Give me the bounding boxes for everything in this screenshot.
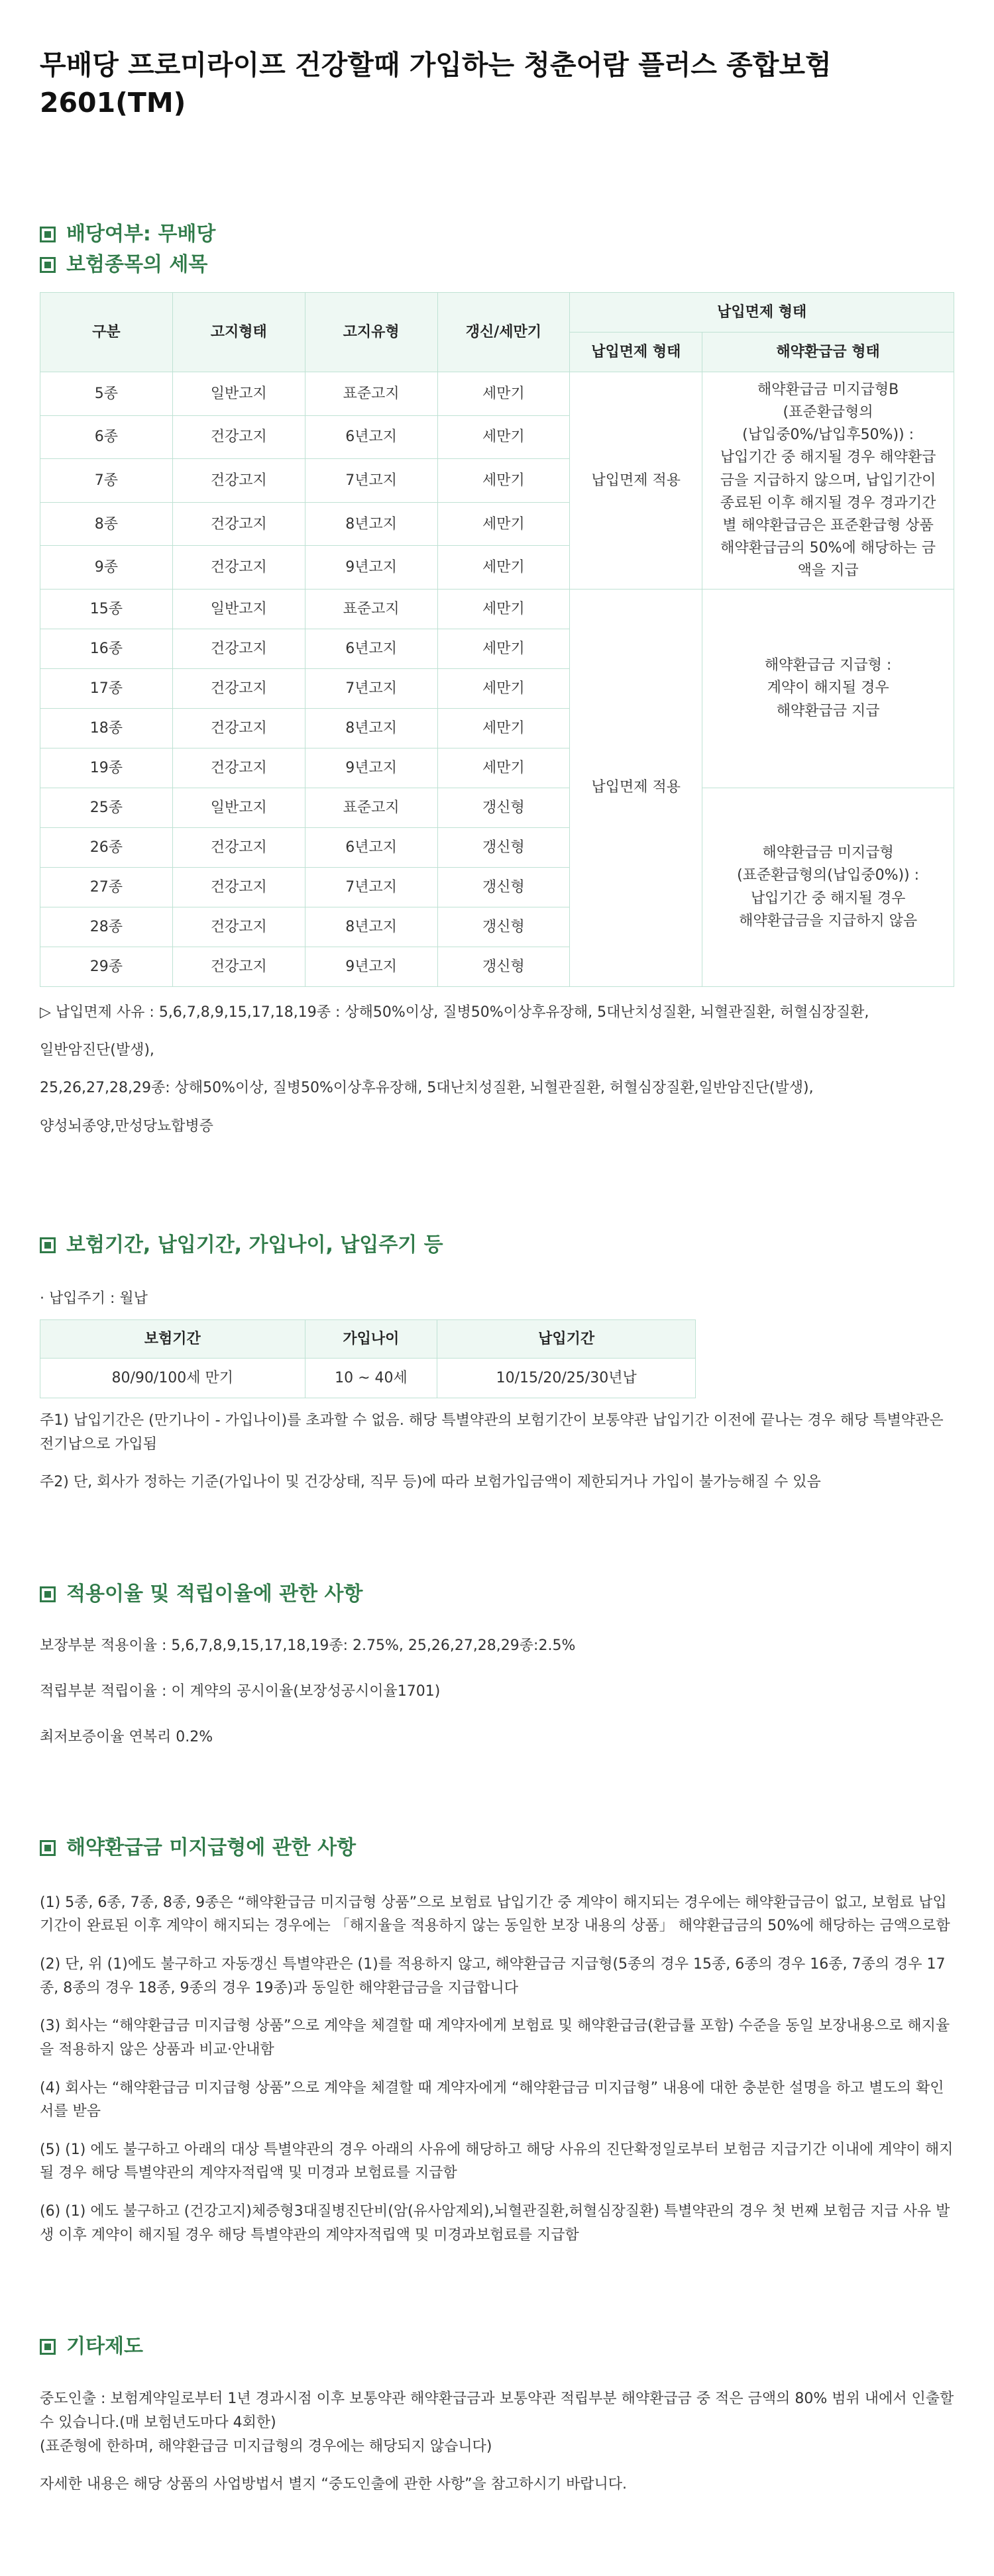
cell-group: 28종 xyxy=(40,907,173,947)
other-heading-text: 기타제도 xyxy=(66,2335,143,2359)
cell-notice-form: 건강고지 xyxy=(172,868,305,907)
cell-waiver-a: 납입면제 적용 xyxy=(570,372,702,590)
table-row xyxy=(40,1358,696,1398)
cell-notice-form: 건강고지 xyxy=(172,629,305,669)
cell-notice-type: 8년고지 xyxy=(305,502,437,546)
cell-notice-form: 건강고지 xyxy=(172,748,305,788)
list-item: (6) (1) 에도 불구하고 (건강고지)체증형3대질병진단비(암(유사암제외),뇌혈관질환,허혈심장질환) 특별약관의 경우 첫 번째 보험금 지급 사유 발생 이후 계약이 해지될 경우 해당 특별약관의 계약자적립액 및 미경과보험료를 지급함 xyxy=(40,2203,950,2243)
cell-notice-type: 9년고지 xyxy=(305,947,437,987)
cell-group: 16종 xyxy=(40,629,173,669)
cell-group: 8종 xyxy=(40,502,173,546)
cell-group: 26종 xyxy=(40,828,173,868)
header-renewal: 갱신/세만기 xyxy=(437,293,570,372)
cell-notice-type: 6년고지 xyxy=(305,629,437,669)
note-line: 양성뇌종양,만성당뇨합병증 xyxy=(40,1117,214,1135)
list-item: (3) 회사는 “해약환급금 미지급형 상품”으로 계약을 체결할 때 계약자에게 보험료 및 해약환급금(환급률 포함) 수준을 동일 보장내용으로 해지율을 적용하지 않은 상품과 비교·안내함 xyxy=(40,2018,950,2058)
pay-cycle-text: · 납입주기 : 월납 xyxy=(40,1290,148,1307)
subtypes-table xyxy=(40,292,954,987)
cell-group: 17종 xyxy=(40,669,173,709)
note-line: 일반암진단(발생), xyxy=(40,1042,154,1059)
list-item: (2) 단, 위 (1)에도 불구하고 자동갱신 특별약관은 (1)를 적용하지 않고, 해약환급금 지급형(5종의 경우 15종, 6종의 경우 16종, 7종의 경우 17종, 8종의 경우 18종, 9종의 경우 19종)과 동일한 해약환급금을 지급합니다 xyxy=(40,1956,946,1996)
cell-notice-form: 일반고지 xyxy=(172,788,305,828)
cell-entry-age: 10 ~ 40세 xyxy=(305,1358,437,1398)
periods-heading-text: 보험기간, 납입기간, 가입나이, 납입주기 등 xyxy=(66,1233,443,1257)
cell-notice-form: 건강고지 xyxy=(172,669,305,709)
cell-notice-form: 일반고지 xyxy=(172,372,305,416)
cell-renewal: 세만기 xyxy=(437,502,570,546)
header-group: 구분 xyxy=(40,293,173,372)
cell-renewal: 갱신형 xyxy=(437,947,570,987)
table-row xyxy=(40,372,954,416)
cell-refund-c: 해약환급금 미지급형 (표준환급형의(납입중0%)) : 납입기간 중 해지될 경우 해약환급금을 지급하지 않음 xyxy=(702,788,954,987)
cell-renewal: 세만기 xyxy=(437,372,570,416)
cell-group: 15종 xyxy=(40,590,173,629)
cell-renewal: 갱신형 xyxy=(437,828,570,868)
square-bullet-icon xyxy=(40,257,56,273)
cell-notice-type: 표준고지 xyxy=(305,372,437,416)
note-line: ▷ 납입면제 사유 : 5,6,7,8,9,15,17,18,19종 : 상해50%이상, 질병50%이상후유장해, 5대난치성질환, 뇌혈관질환, 허혈심장질환, xyxy=(40,1004,869,1021)
reference-text: 자세한 내용은 해당 상품의 사업방법서 별지 “중도인출에 관한 사항”을 참고하시기 바랍니다. xyxy=(40,2476,628,2493)
cell-refund-a: 해약환급금 미지급형B (표준환급형의 (납입중0%/납입후50%)) : 납입기간 중 해지될 경우 해약환급금을 지급하지 않으며, 납입기간이 종료된 이후 해지될 경우 경과기간별 해약환급금은 표준환급형 상품 해약환급금의 50%에 해당하는 금액을 지급 xyxy=(702,372,954,590)
list-item: (5) (1) 에도 불구하고 아래의 대상 특별약관의 경우 아래의 사유에 해당하고 해당 사유의 진단확정일로부터 보험금 지급기간 이내에 계약이 해지될 경우 해당 특별약관의 계약자적립액 및 미경과 보험료를 지급함 xyxy=(40,2141,954,2182)
cell-notice-type: 6년고지 xyxy=(305,415,437,459)
cell-notice-type: 9년고지 xyxy=(305,748,437,788)
dividend-heading-text: 배당여부: 무배당 xyxy=(66,223,216,246)
section-heading-subtypes xyxy=(40,251,954,279)
square-bullet-icon xyxy=(40,1840,56,1856)
table-row xyxy=(40,788,954,828)
cell-notice-form: 건강고지 xyxy=(172,502,305,546)
cell-renewal: 갱신형 xyxy=(437,788,570,828)
square-bullet-icon xyxy=(40,1237,56,1253)
cell-notice-form: 건강고지 xyxy=(172,415,305,459)
cell-renewal: 세만기 xyxy=(437,590,570,629)
cell-notice-type: 8년고지 xyxy=(305,907,437,947)
section-heading-periods xyxy=(40,1231,954,1259)
no-refund-heading-text: 해약환급금 미지급형에 관한 사항 xyxy=(66,1835,357,1859)
cell-group: 29종 xyxy=(40,947,173,987)
cell-renewal: 세만기 xyxy=(437,629,570,669)
header-notice-type: 고지유형 xyxy=(305,293,437,372)
footnote-1: 주1) 납입기간은 (만기나이 - 가입나이)를 초과할 수 없음. 해당 특별약관의 보험기간이 보통약관 납입기간 이전에 끝나는 경우 해당 특별약관은 전기납으로 가입됨 xyxy=(40,1412,944,1453)
cell-group: 9종 xyxy=(40,546,173,590)
interest-line: 적립부분 적립이율 : 이 계약의 공시이율(보장성공시이율1701) xyxy=(40,1682,441,1700)
cell-notice-form: 건강고지 xyxy=(172,947,305,987)
cell-group: 6종 xyxy=(40,415,173,459)
header-entry-age: 가입나이 xyxy=(305,1319,437,1358)
withdrawal-note: (표준형에 한하며, 해약환급금 미지급형의 경우에는 해당되지 않습니다) xyxy=(40,2438,492,2455)
no-refund-body xyxy=(40,1891,954,2247)
withdrawal-text: 중도인출 : 보험계약일로부터 1년 경과시점 이후 보통약관 해약환급금과 보통약관 적립부분 해약환급금 중 적은 금액의 80% 범위 내에서 인출할 수 있습니다.(매 보험년도마다 4회한) xyxy=(40,2391,954,2431)
other-body xyxy=(40,2387,954,2497)
section-heading-other xyxy=(40,2333,954,2361)
document-title: 무배당 프로미라이프 건강할때 가입하는 청춘어람 플러스 종합보험 2601(TM) xyxy=(40,49,832,119)
note-line: 25,26,27,28,29종: 상해50%이상, 질병50%이상후유장해, 5대난치성질환, 뇌혈관질환, 허혈심장질환,일반암진단(발생), xyxy=(40,1080,814,1097)
header-waiver-group: 납입면제 형태 xyxy=(570,293,954,333)
cell-notice-form: 건강고지 xyxy=(172,907,305,947)
header-payment-period: 납입기간 xyxy=(437,1319,696,1358)
header-insurance-period: 보험기간 xyxy=(40,1319,305,1358)
cell-renewal: 세만기 xyxy=(437,748,570,788)
cell-group: 19종 xyxy=(40,748,173,788)
interest-line: 보장부분 적용이율 : 5,6,7,8,9,15,17,18,19종: 2.75%, 25,26,27,28,29종:2.5% xyxy=(40,1637,576,1654)
footnote-2: 주2) 단, 회사가 정하는 기준(가입나이 및 건강상태, 직무 등)에 따라 보험가입금액이 제한되거나 가입이 불가능해질 수 있음 xyxy=(40,1474,821,1491)
section-heading-interest xyxy=(40,1580,954,1608)
header-notice-form: 고지형태 xyxy=(172,293,305,372)
cell-waiver-b: 납입면제 적용 xyxy=(570,590,702,987)
cell-notice-form: 일반고지 xyxy=(172,590,305,629)
interest-line: 최저보증이율 연복리 0.2% xyxy=(40,1728,213,1745)
table-row xyxy=(40,590,954,629)
cell-notice-type: 7년고지 xyxy=(305,669,437,709)
cell-group: 18종 xyxy=(40,709,173,748)
section-heading-dividend xyxy=(40,221,954,248)
cell-payment-period: 10/15/20/25/30년납 xyxy=(437,1358,696,1398)
square-bullet-icon xyxy=(40,1586,56,1602)
header-waiver: 납입면제 형태 xyxy=(570,333,702,372)
interest-heading-text: 적용이율 및 적립이율에 관한 사항 xyxy=(66,1582,363,1606)
list-item: (4) 회사는 “해약환급금 미지급형 상품”으로 계약을 체결할 때 계약자에게 “해약환급금 미지급형” 내용에 대한 충분한 설명을 하고 별도의 확인서를 받음 xyxy=(40,2079,944,2120)
square-bullet-icon xyxy=(40,2339,56,2355)
cell-notice-type: 7년고지 xyxy=(305,459,437,503)
cell-notice-type: 6년고지 xyxy=(305,828,437,868)
waiver-reason-notes xyxy=(40,994,954,1145)
cell-renewal: 세만기 xyxy=(437,669,570,709)
cell-notice-form: 건강고지 xyxy=(172,709,305,748)
square-bullet-icon xyxy=(40,227,56,242)
cell-notice-form: 건강고지 xyxy=(172,459,305,503)
cell-renewal: 갱신형 xyxy=(437,907,570,947)
cell-renewal: 세만기 xyxy=(437,415,570,459)
cell-group: 25종 xyxy=(40,788,173,828)
section-heading-no-refund xyxy=(40,1834,954,1862)
subtypes-heading-text: 보험종목의 세목 xyxy=(66,253,208,277)
cell-group: 5종 xyxy=(40,372,173,416)
cell-group: 27종 xyxy=(40,868,173,907)
cell-refund-b: 해약환급금 지급형 : 계약이 해지될 경우 해약환급금 지급 xyxy=(702,590,954,788)
cell-renewal: 세만기 xyxy=(437,459,570,503)
cell-notice-type: 표준고지 xyxy=(305,590,437,629)
cell-renewal: 세만기 xyxy=(437,546,570,590)
cell-notice-type: 표준고지 xyxy=(305,788,437,828)
list-item: (1) 5종, 6종, 7종, 8종, 9종은 “해약환급금 미지급형 상품”으로 보험료 납입기간 중 계약이 해지되는 경우에는 해약환급금이 없고, 보험료 납입기간이 완료된 이후 계약이 해지되는 경우에는 「해지율을 적용하지 않는 동일한 보장 내용의 상품」 해약환급금의 50%에 해당하는 금액으로함 xyxy=(40,1894,950,1935)
cell-group: 7종 xyxy=(40,459,173,503)
cell-notice-type: 9년고지 xyxy=(305,546,437,590)
periods-table xyxy=(40,1319,696,1398)
cell-notice-type: 8년고지 xyxy=(305,709,437,748)
header-refund: 해약환급금 형태 xyxy=(702,333,954,372)
cell-notice-form: 건강고지 xyxy=(172,546,305,590)
cell-notice-form: 건강고지 xyxy=(172,828,305,868)
cell-renewal: 갱신형 xyxy=(437,868,570,907)
cell-renewal: 세만기 xyxy=(437,709,570,748)
interest-body xyxy=(40,1635,954,1748)
cell-insurance-period: 80/90/100세 만기 xyxy=(40,1358,305,1398)
cell-notice-type: 7년고지 xyxy=(305,868,437,907)
